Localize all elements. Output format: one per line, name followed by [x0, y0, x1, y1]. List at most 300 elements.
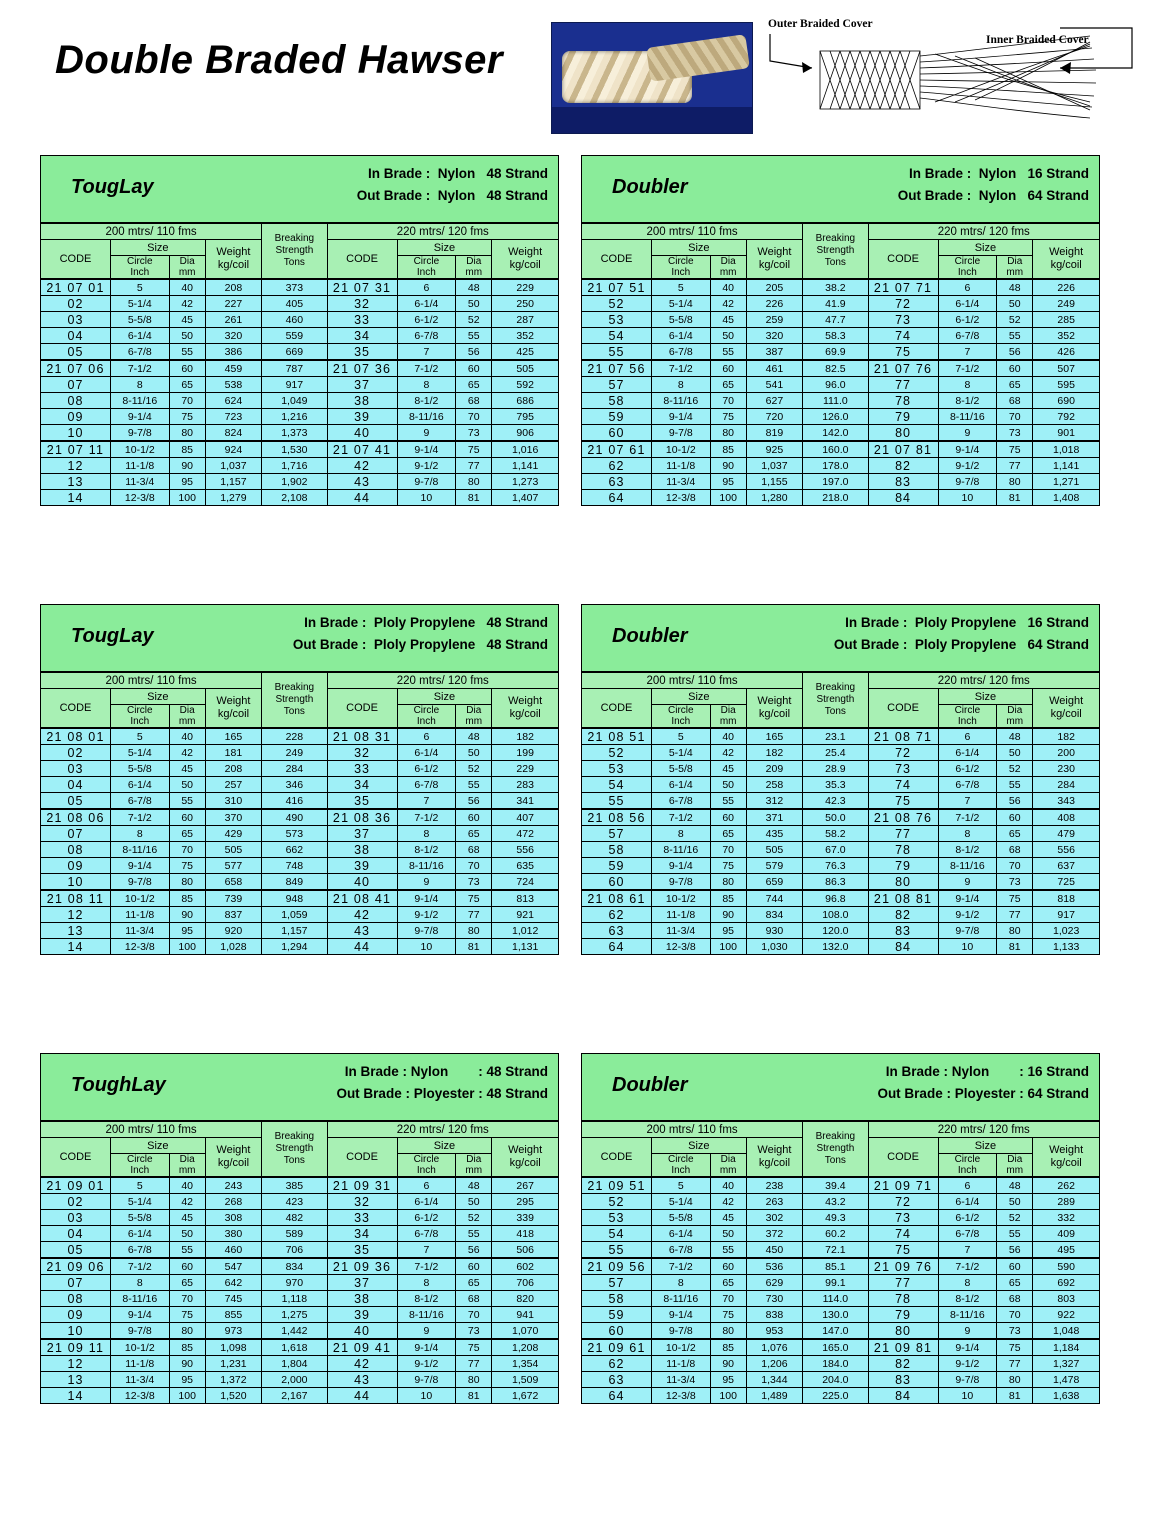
cell-circle-right: 9	[397, 1323, 456, 1340]
cell-circle-left: 9-7/8	[110, 1323, 169, 1340]
table-row[interactable]	[41, 1388, 559, 1404]
cell-weight-right: 921	[492, 907, 559, 923]
cell-breaking-left: 69.9	[803, 344, 868, 361]
cell-code-left: 02	[41, 745, 111, 761]
cell-code-right: 73	[868, 1210, 938, 1226]
cell-circle-left: 6-1/4	[110, 777, 169, 793]
cell-code-right: 40	[327, 425, 397, 442]
table-row[interactable]	[41, 923, 559, 939]
cell-weight-left: 953	[746, 1323, 802, 1340]
cell-circle-left: 8	[110, 826, 169, 842]
cell-weight-right: 284	[1033, 777, 1100, 793]
cell-circle-right: 9-7/8	[397, 923, 456, 939]
cell-code-right: 82	[868, 458, 938, 474]
cell-circle-right: 7-1/2	[397, 360, 456, 377]
cell-circle-left: 7-1/2	[110, 360, 169, 377]
size-header-right: Size	[938, 240, 1033, 256]
cell-circle-right: 6-1/2	[397, 761, 456, 777]
cell-dia-left: 50	[169, 1226, 205, 1242]
table-row[interactable]	[41, 1194, 559, 1210]
cell-weight-right: 686	[492, 393, 559, 409]
cell-weight-left: 182	[746, 745, 802, 761]
table-row[interactable]	[582, 1210, 1100, 1226]
table-row[interactable]	[41, 1177, 559, 1194]
cell-weight-left: 627	[746, 393, 802, 409]
table-row[interactable]	[41, 474, 559, 490]
cell-weight-left: 263	[746, 1194, 802, 1210]
cell-circle-left: 5-5/8	[651, 312, 710, 328]
cell-code-right: 44	[327, 490, 397, 506]
table-row[interactable]	[582, 793, 1100, 810]
cell-code-right: 37	[327, 1275, 397, 1291]
cell-code-left: 07	[41, 377, 111, 393]
cell-circle-left: 11-3/4	[110, 923, 169, 939]
cell-circle-right: 6	[938, 1177, 997, 1194]
cell-circle-left: 8-11/16	[110, 842, 169, 858]
table-row[interactable]	[41, 393, 559, 409]
cell-weight-left: 227	[205, 296, 261, 312]
cell-circle-left: 9-1/4	[110, 1307, 169, 1323]
table-row[interactable]	[582, 907, 1100, 923]
cell-code-left: 02	[41, 296, 111, 312]
size-header-left: Size	[110, 240, 205, 256]
cell-breaking-left: 114.0	[803, 1291, 868, 1307]
cell-weight-left: 730	[746, 1291, 802, 1307]
cell-weight-right: 1,070	[492, 1323, 559, 1340]
table-row[interactable]	[41, 1291, 559, 1307]
table-row[interactable]	[41, 1307, 559, 1323]
cell-code-right: 43	[327, 474, 397, 490]
cell-code-left: 12	[41, 458, 111, 474]
table-row[interactable]	[582, 1339, 1100, 1356]
outer-braid-spec: Out Brade : Ploly Propylene 64 Strand	[833, 637, 1089, 652]
cell-breaking-left: 490	[262, 809, 327, 826]
cell-weight-left: 538	[205, 377, 261, 393]
product-panel-touglay-nylon-nylon	[40, 155, 559, 506]
table-row[interactable]	[41, 745, 559, 761]
cell-weight-right: 590	[1033, 1258, 1100, 1275]
length-band-row	[582, 224, 1100, 240]
cell-circle-right: 8-1/2	[938, 1291, 997, 1307]
cell-circle-right: 9-1/2	[938, 1356, 997, 1372]
cell-dia-left: 85	[169, 890, 205, 907]
cell-weight-right: 1,131	[492, 939, 559, 955]
cell-weight-right: 472	[492, 826, 559, 842]
outer-braid-spec: Out Brade : Ployester : 48 Strand	[336, 1086, 548, 1101]
cell-circle-left: 6-1/4	[110, 1226, 169, 1242]
cell-circle-right: 8	[938, 826, 997, 842]
cell-dia-right: 65	[456, 1275, 492, 1291]
cell-weight-left: 1,037	[205, 458, 261, 474]
table-row[interactable]	[582, 279, 1100, 296]
circle-inch-header-right: Circle Inch	[397, 705, 456, 729]
cell-dia-right: 50	[997, 1194, 1033, 1210]
cell-dia-right: 80	[997, 923, 1033, 939]
page-header	[0, 0, 1152, 140]
cell-weight-right: 230	[1033, 761, 1100, 777]
table-row[interactable]	[41, 279, 559, 296]
cell-circle-left: 11-1/8	[110, 1356, 169, 1372]
cell-dia-right: 70	[997, 1307, 1033, 1323]
circle-inch-header-right: Circle Inch	[938, 1154, 997, 1178]
cell-code-right: 82	[868, 1356, 938, 1372]
cell-dia-left: 90	[169, 458, 205, 474]
cell-dia-right: 52	[456, 312, 492, 328]
cell-dia-right: 60	[456, 1258, 492, 1275]
cell-circle-left: 11-3/4	[651, 923, 710, 939]
cell-circle-right: 9-1/4	[397, 1339, 456, 1356]
cell-circle-right: 9	[938, 425, 997, 442]
cell-circle-left: 11-3/4	[651, 474, 710, 490]
table-row[interactable]	[582, 728, 1100, 745]
table-row[interactable]	[41, 793, 559, 810]
band-right-label: 220 mtrs/ 120 fms	[327, 224, 558, 240]
band-right-label: 220 mtrs/ 120 fms	[868, 224, 1099, 240]
table-row[interactable]	[41, 939, 559, 955]
weight-header-left: Weight kg/coil	[746, 240, 802, 280]
table-row[interactable]	[41, 1242, 559, 1259]
cell-circle-left: 9-7/8	[110, 425, 169, 442]
cell-code-right: 80	[868, 425, 938, 442]
table-row[interactable]	[582, 923, 1100, 939]
table-row[interactable]	[41, 296, 559, 312]
cell-weight-left: 380	[205, 1226, 261, 1242]
cell-dia-right: 65	[997, 377, 1033, 393]
table-row[interactable]	[582, 939, 1100, 955]
cell-code-left: 53	[582, 1210, 652, 1226]
band-left-label: 200 mtrs/ 110 fms	[41, 224, 262, 240]
cell-circle-right: 7-1/2	[938, 1258, 997, 1275]
table-row[interactable]	[582, 360, 1100, 377]
cell-weight-right: 1,408	[1033, 490, 1100, 506]
cell-weight-right: 200	[1033, 745, 1100, 761]
cell-weight-right: 922	[1033, 1307, 1100, 1323]
cell-weight-right: 199	[492, 745, 559, 761]
table-row[interactable]	[41, 728, 559, 745]
cell-breaking-left: 23.1	[803, 728, 868, 745]
cell-code-right: 37	[327, 377, 397, 393]
table-row[interactable]	[582, 745, 1100, 761]
cell-dia-right: 48	[456, 1177, 492, 1194]
cell-weight-right: 1,048	[1033, 1323, 1100, 1340]
table-row[interactable]	[41, 1356, 559, 1372]
cell-weight-right: 407	[492, 809, 559, 826]
cell-dia-left: 100	[710, 939, 746, 955]
table-row[interactable]	[582, 296, 1100, 312]
table-row[interactable]	[582, 1226, 1100, 1242]
cell-code-left: 21 07 51	[582, 279, 652, 296]
cell-code-right: 21 08 41	[327, 890, 397, 907]
table-row[interactable]	[582, 328, 1100, 344]
cell-circle-right: 8-1/2	[397, 393, 456, 409]
cell-code-left: 14	[41, 490, 111, 506]
cell-weight-left: 238	[746, 1177, 802, 1194]
cell-weight-right: 332	[1033, 1210, 1100, 1226]
cell-breaking-left: 96.8	[803, 890, 868, 907]
cell-dia-left: 95	[710, 474, 746, 490]
cell-code-left: 08	[41, 842, 111, 858]
cell-breaking-left: 787	[262, 360, 327, 377]
table-row[interactable]	[582, 1258, 1100, 1275]
table-row[interactable]	[41, 1323, 559, 1340]
table-row[interactable]	[41, 312, 559, 328]
cell-weight-left: 1,280	[746, 490, 802, 506]
cell-circle-left: 6-1/4	[110, 328, 169, 344]
cell-circle-right: 9-1/4	[397, 441, 456, 458]
cell-code-right: 21 09 36	[327, 1258, 397, 1275]
table-row[interactable]	[582, 1323, 1100, 1340]
table-row[interactable]	[41, 1275, 559, 1291]
table-row[interactable]	[582, 441, 1100, 458]
cell-weight-right: 1,133	[1033, 939, 1100, 955]
table-row[interactable]	[582, 409, 1100, 425]
table-row[interactable]	[582, 874, 1100, 891]
cell-code-right: 75	[868, 793, 938, 810]
table-row[interactable]	[41, 858, 559, 874]
cell-weight-left: 1,344	[746, 1372, 802, 1388]
cell-circle-right: 8-11/16	[938, 858, 997, 874]
cell-dia-right: 55	[456, 1226, 492, 1242]
cell-dia-right: 50	[997, 296, 1033, 312]
cell-dia-right: 52	[997, 312, 1033, 328]
table-row[interactable]	[582, 344, 1100, 361]
cell-circle-right: 6-1/4	[397, 745, 456, 761]
cell-dia-left: 65	[169, 826, 205, 842]
cell-code-left: 58	[582, 1291, 652, 1307]
cell-circle-left: 8	[651, 1275, 710, 1291]
cell-weight-right: 941	[492, 1307, 559, 1323]
cell-code-right: 21 07 76	[868, 360, 938, 377]
table-row[interactable]	[582, 490, 1100, 506]
cell-circle-left: 10-1/2	[110, 1339, 169, 1356]
table-row[interactable]	[41, 377, 559, 393]
cell-weight-left: 370	[205, 809, 261, 826]
cell-circle-right: 6-1/2	[938, 761, 997, 777]
cell-code-right: 39	[327, 409, 397, 425]
cell-code-left: 04	[41, 328, 111, 344]
cell-dia-left: 60	[710, 809, 746, 826]
cell-dia-left: 42	[169, 296, 205, 312]
cell-dia-left: 80	[169, 425, 205, 442]
table-row[interactable]	[41, 490, 559, 506]
cell-weight-right: 418	[492, 1226, 559, 1242]
cell-dia-left: 95	[710, 923, 746, 939]
cell-weight-right: 706	[492, 1275, 559, 1291]
table-row[interactable]	[41, 1210, 559, 1226]
cell-circle-left: 8-11/16	[110, 1291, 169, 1307]
cell-weight-left: 505	[205, 842, 261, 858]
cell-dia-left: 55	[169, 1242, 205, 1259]
cell-weight-right: 906	[492, 425, 559, 442]
cell-breaking-left: 2,167	[262, 1388, 327, 1404]
table-row[interactable]	[41, 777, 559, 793]
table-row[interactable]	[41, 809, 559, 826]
table-row[interactable]	[582, 1372, 1100, 1388]
code-header-right: CODE	[327, 689, 397, 729]
cell-dia-left: 40	[169, 1177, 205, 1194]
table-row[interactable]	[41, 458, 559, 474]
cell-dia-right: 50	[456, 1194, 492, 1210]
code-header-left: CODE	[41, 1138, 111, 1178]
table-row[interactable]	[41, 1258, 559, 1275]
length-band-row	[41, 673, 559, 689]
table-row[interactable]	[41, 409, 559, 425]
outer-braid-label: Outer Braided Cover	[768, 18, 873, 30]
table-row[interactable]	[582, 1388, 1100, 1404]
table-row[interactable]	[582, 777, 1100, 793]
cell-code-left: 07	[41, 826, 111, 842]
table-row[interactable]	[582, 377, 1100, 393]
outer-braid-spec: Out Brade : Ploly Propylene 48 Strand	[292, 637, 548, 652]
table-row[interactable]	[41, 328, 559, 344]
spec-table	[581, 1121, 1100, 1404]
table-row[interactable]	[582, 842, 1100, 858]
table-row[interactable]	[41, 360, 559, 377]
cell-circle-left: 7-1/2	[651, 360, 710, 377]
cell-breaking-left: 970	[262, 1275, 327, 1291]
product-panel-doubler-nylon-nylon	[581, 155, 1100, 506]
cell-breaking-left: 28.9	[803, 761, 868, 777]
cell-dia-right: 75	[456, 441, 492, 458]
cell-weight-right: 495	[1033, 1242, 1100, 1259]
cell-code-left: 21 09 01	[41, 1177, 111, 1194]
cell-breaking-left: 849	[262, 874, 327, 891]
table-row[interactable]	[582, 1291, 1100, 1307]
cell-weight-right: 556	[492, 842, 559, 858]
cell-breaking-left: 669	[262, 344, 327, 361]
table-row[interactable]	[582, 809, 1100, 826]
table-row[interactable]	[41, 1339, 559, 1356]
table-row[interactable]	[41, 344, 559, 361]
cell-dia-right: 48	[997, 728, 1033, 745]
table-row[interactable]	[41, 874, 559, 891]
cell-code-left: 21 09 56	[582, 1258, 652, 1275]
table-row[interactable]	[41, 890, 559, 907]
cell-dia-right: 70	[997, 409, 1033, 425]
cell-circle-left: 6-1/4	[651, 328, 710, 344]
cell-dia-left: 70	[169, 393, 205, 409]
cell-breaking-left: 50.0	[803, 809, 868, 826]
cell-code-left: 53	[582, 312, 652, 328]
table-row[interactable]	[41, 441, 559, 458]
inner-braid-spec: In Brade : Nylon : 48 Strand	[344, 1064, 548, 1079]
cell-dia-left: 60	[169, 809, 205, 826]
cell-circle-right: 9-1/4	[938, 441, 997, 458]
cell-dia-left: 70	[710, 393, 746, 409]
cell-breaking-left: 85.1	[803, 1258, 868, 1275]
cell-weight-right: 1,638	[1033, 1388, 1100, 1404]
cell-breaking-left: 559	[262, 328, 327, 344]
table-row[interactable]	[41, 826, 559, 842]
cell-code-left: 08	[41, 393, 111, 409]
cell-circle-left: 5	[651, 1177, 710, 1194]
weight-header-left: Weight kg/coil	[205, 689, 261, 729]
cell-code-right: 32	[327, 1194, 397, 1210]
cell-weight-right: 182	[492, 728, 559, 745]
cell-code-right: 21 07 71	[868, 279, 938, 296]
cell-dia-right: 65	[997, 1275, 1033, 1291]
cell-weight-left: 1,372	[205, 1372, 261, 1388]
cell-code-left: 03	[41, 312, 111, 328]
cell-circle-right: 6-1/2	[397, 312, 456, 328]
table-row[interactable]	[582, 458, 1100, 474]
cell-weight-right: 343	[1033, 793, 1100, 810]
table-row[interactable]	[41, 1372, 559, 1388]
table-row[interactable]	[41, 907, 559, 923]
cell-code-left: 63	[582, 474, 652, 490]
table-row[interactable]	[582, 1177, 1100, 1194]
rope-photo	[551, 22, 753, 134]
cell-dia-right: 73	[997, 874, 1033, 891]
cell-code-right: 73	[868, 312, 938, 328]
cell-code-left: 21 08 51	[582, 728, 652, 745]
cell-weight-left: 459	[205, 360, 261, 377]
cell-circle-left: 6-1/4	[651, 777, 710, 793]
cell-circle-left: 9-7/8	[110, 874, 169, 891]
cell-circle-right: 6-7/8	[397, 1226, 456, 1242]
cell-weight-right: 1,271	[1033, 474, 1100, 490]
table-row[interactable]	[582, 1242, 1100, 1259]
length-band-row	[582, 1122, 1100, 1138]
cell-breaking-left: 346	[262, 777, 327, 793]
cell-code-left: 55	[582, 344, 652, 361]
table-row[interactable]	[41, 842, 559, 858]
cell-code-left: 03	[41, 761, 111, 777]
cell-code-left: 62	[582, 907, 652, 923]
spec-table	[40, 672, 559, 955]
cell-breaking-left: 39.4	[803, 1177, 868, 1194]
cell-breaking-left: 197.0	[803, 474, 868, 490]
table-row[interactable]	[582, 1356, 1100, 1372]
table-row[interactable]	[41, 425, 559, 442]
table-row[interactable]	[582, 474, 1100, 490]
weight-header-right: Weight kg/coil	[492, 689, 559, 729]
cell-code-right: 21 07 81	[868, 441, 938, 458]
cell-weight-right: 792	[1033, 409, 1100, 425]
brand-name: TougLay	[71, 625, 154, 647]
table-row[interactable]	[582, 1194, 1100, 1210]
cell-weight-right: 917	[1033, 907, 1100, 923]
table-row[interactable]	[582, 890, 1100, 907]
table-row[interactable]	[582, 425, 1100, 442]
cell-weight-left: 855	[205, 1307, 261, 1323]
cell-breaking-left: 132.0	[803, 939, 868, 955]
cell-circle-left: 9-1/4	[651, 409, 710, 425]
cell-breaking-left: 423	[262, 1194, 327, 1210]
cell-weight-left: 257	[205, 777, 261, 793]
table-row[interactable]	[41, 761, 559, 777]
table-row[interactable]	[582, 312, 1100, 328]
table-row[interactable]	[582, 1307, 1100, 1323]
table-row[interactable]	[582, 1275, 1100, 1291]
product-panel-touglay-pp-pp	[40, 604, 559, 955]
cell-dia-left: 60	[710, 1258, 746, 1275]
cell-circle-left: 11-3/4	[110, 474, 169, 490]
table-row[interactable]	[582, 761, 1100, 777]
cell-weight-left: 259	[746, 312, 802, 328]
table-row[interactable]	[582, 393, 1100, 409]
weight-header-right: Weight kg/coil	[1033, 240, 1100, 280]
table-row[interactable]	[582, 826, 1100, 842]
cell-code-right: 35	[327, 1242, 397, 1259]
cell-breaking-left: 76.3	[803, 858, 868, 874]
cell-breaking-left: 60.2	[803, 1226, 868, 1242]
cell-weight-right: 408	[1033, 809, 1100, 826]
table-row[interactable]	[41, 1226, 559, 1242]
table-row[interactable]	[582, 858, 1100, 874]
dia-mm-header-left: Dia mm	[710, 256, 746, 280]
cell-circle-right: 8	[938, 377, 997, 393]
